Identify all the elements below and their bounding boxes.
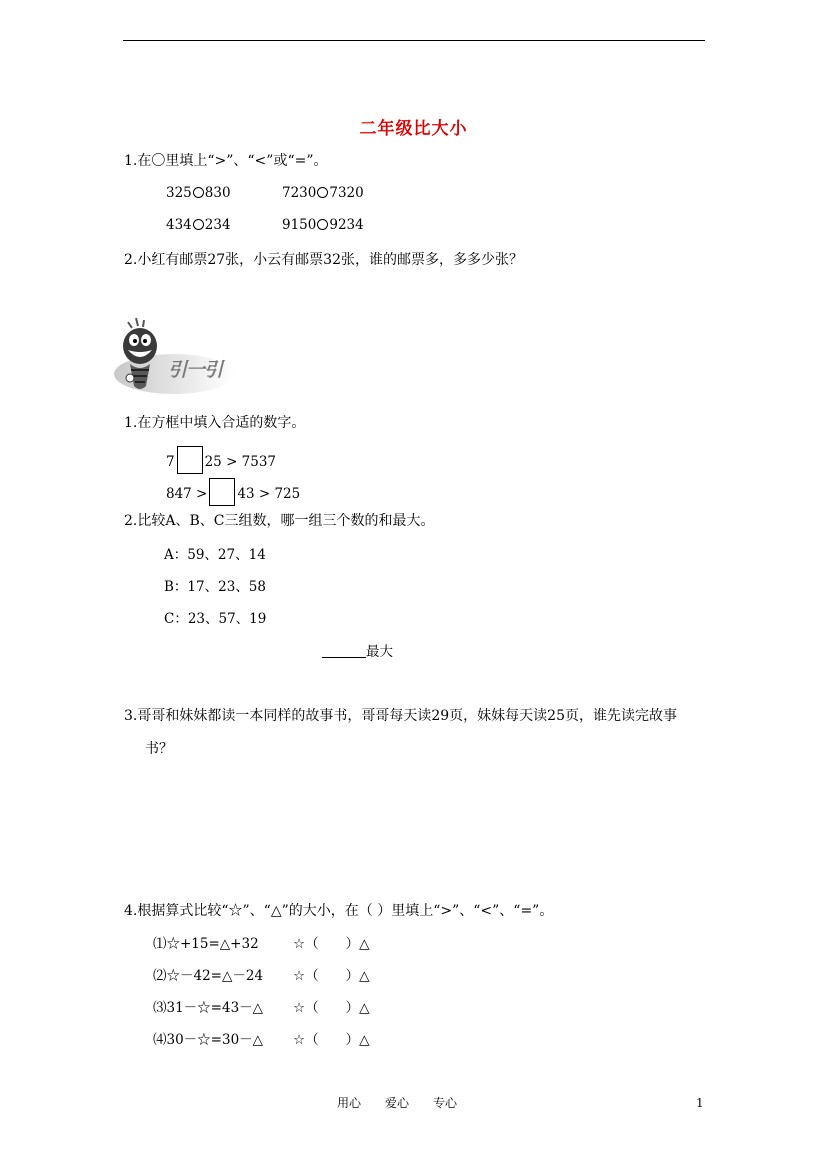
text-part: 7 xyxy=(166,454,175,470)
answer-line xyxy=(322,640,393,660)
mascot-label: 引一引 xyxy=(168,359,223,381)
circle-blank[interactable] xyxy=(317,219,328,230)
group-a: A：59、27、14 xyxy=(164,547,266,563)
circle-blank[interactable] xyxy=(193,187,204,198)
page-number: 1 xyxy=(696,1096,704,1110)
compare-left: 325 xyxy=(166,185,192,201)
s2-question-2-prompt: 2.比较A、B、C三组数，哪一组三个数的和最大。 xyxy=(124,513,435,529)
eq-item-2: ⑵☆－42=△－24 xyxy=(153,968,264,984)
text-part: 847 > xyxy=(166,486,208,502)
eq-item-1: ⑴☆+15=△+32 xyxy=(153,936,259,952)
s2-question-3-prompt: 3.哥哥和妹妹都读一本同样的故事书，哥哥每天读29页，妹妹每天读25页，谁先读完故事 xyxy=(124,708,677,724)
question-1-prompt: 1.在〇里填上“>”、“<”或“=”。 xyxy=(124,153,328,169)
cmp-item-4[interactable]: ☆（ ）△ xyxy=(293,1032,370,1048)
digit-box[interactable] xyxy=(209,478,235,506)
s2-question-4-prompt: 4.根据算式比较“☆”、“△”的大小，在（ ）里填上“>”、“<”、“=”。 xyxy=(124,903,554,919)
compare-item-4 xyxy=(282,217,364,233)
answer-blank[interactable] xyxy=(322,643,366,658)
compare-item-2 xyxy=(282,185,364,201)
group-b: B：17、23、58 xyxy=(164,579,266,595)
text-part: 25 > 7537 xyxy=(204,454,277,470)
compare-right: 234 xyxy=(204,217,231,233)
answer-suffix: 最大 xyxy=(366,644,393,660)
digit-box[interactable] xyxy=(177,446,203,474)
text-part: 43 > 725 xyxy=(237,486,301,502)
fill-box-line-2 xyxy=(166,478,300,506)
question-2-prompt: 2.小红有邮票27张，小云有邮票32张，谁的邮票多，多多少张？ xyxy=(124,252,523,268)
group-c: C：23、57、19 xyxy=(164,611,267,627)
cmp-item-2[interactable]: ☆（ ）△ xyxy=(293,968,370,984)
s2-question-1-prompt: 1.在方框中填入合适的数字。 xyxy=(124,415,306,431)
cmp-item-1[interactable]: ☆（ ）△ xyxy=(293,936,370,952)
compare-item-3 xyxy=(166,217,231,233)
footer-text: 用心 爱心 专心 xyxy=(337,1096,458,1110)
compare-right: 9234 xyxy=(329,217,364,233)
eq-item-4: ⑷30－☆=30－△ xyxy=(153,1032,264,1048)
page-title: 二年级比大小 xyxy=(359,119,468,139)
circle-blank[interactable] xyxy=(317,187,328,198)
eq-item-3: ⑶31－☆=43－△ xyxy=(153,1000,264,1016)
circle-blank[interactable] xyxy=(193,219,204,230)
cmp-item-3[interactable]: ☆（ ）△ xyxy=(293,1000,370,1016)
s2-question-3-prompt-cont: 书？ xyxy=(145,741,173,757)
compare-right: 830 xyxy=(204,185,231,201)
compare-right: 7320 xyxy=(329,185,364,201)
header-rule xyxy=(123,40,705,41)
fill-box-line-1 xyxy=(166,446,276,474)
compare-left: 434 xyxy=(166,217,192,233)
compare-left: 9150 xyxy=(282,217,317,233)
compare-item-1 xyxy=(166,185,231,201)
compare-left: 7230 xyxy=(282,185,317,201)
